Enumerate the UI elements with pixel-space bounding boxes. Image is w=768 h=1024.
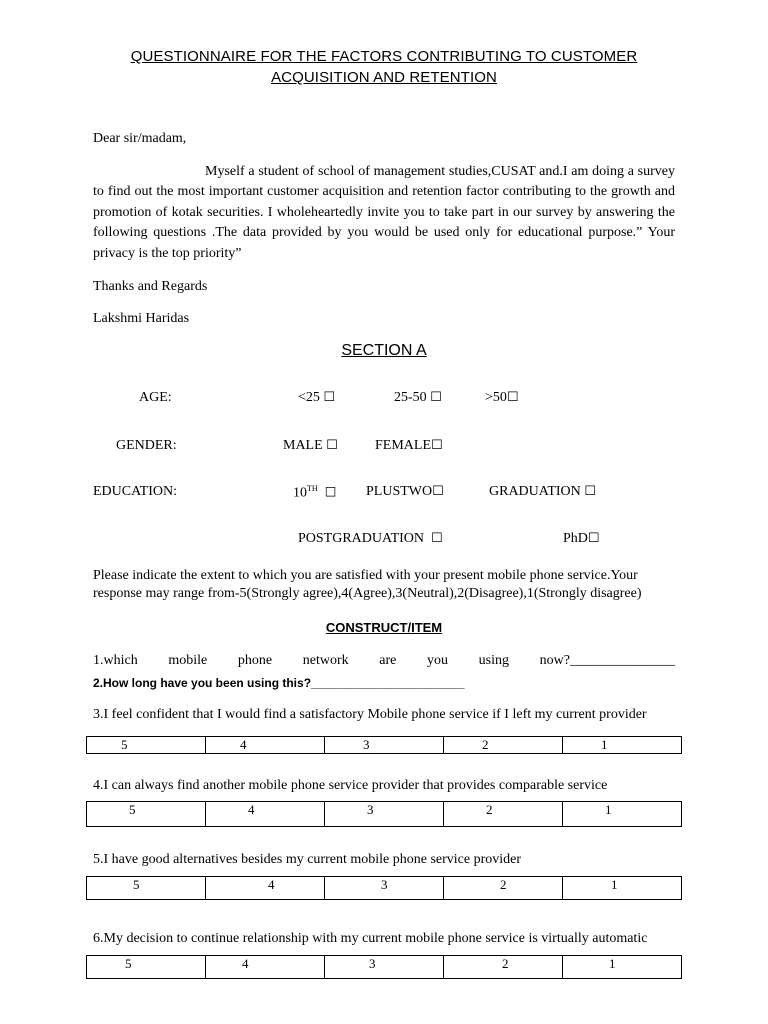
q1-word: using — [478, 653, 509, 668]
rating-cell-2[interactable]: 2 — [444, 802, 563, 827]
gender-option-female[interactable]: FEMALE☐ — [375, 438, 443, 453]
checkbox-icon[interactable]: ☐ — [587, 531, 600, 546]
question-1 — [93, 653, 675, 669]
rating-cell-5[interactable]: 5 — [87, 956, 206, 979]
section-a-title: SECTION A — [341, 342, 427, 359]
rating-cell-5[interactable]: 5 — [87, 802, 206, 827]
checkbox-icon[interactable]: ☐ — [506, 390, 519, 405]
title-line-2: ACQUISITION AND RETENTION — [271, 69, 497, 86]
rating-cell-3[interactable]: 3 — [325, 956, 444, 979]
rating-cell-1[interactable]: 1 — [563, 802, 682, 827]
age-label: AGE: — [139, 390, 172, 405]
q1-word: you — [427, 653, 449, 668]
checkbox-icon[interactable]: ☐ — [431, 438, 443, 453]
age-option-over-50[interactable]: >50☐ — [485, 390, 519, 405]
gender-label: GENDER: — [116, 438, 177, 453]
rating-cell-3[interactable]: 3 — [325, 877, 444, 900]
rating-cell-3[interactable]: 3 — [325, 802, 444, 827]
age-option-under-25[interactable]: <25 ☐ — [298, 390, 336, 405]
rating-cell-1[interactable]: 1 — [563, 956, 682, 979]
q1-word: 1.which — [93, 653, 138, 668]
rating-scale-q3 — [86, 736, 682, 754]
rating-cell-5[interactable]: 5 — [87, 737, 206, 754]
title-line-1: QUESTIONNAIRE FOR THE FACTORS CONTRIBUTING TO CUSTOMER — [130, 48, 638, 65]
checkbox-icon[interactable]: ☐ — [323, 390, 336, 405]
checkbox-icon[interactable]: ☐ — [584, 484, 596, 499]
rating-cell-1[interactable]: 1 — [563, 877, 682, 900]
education-option-plustwo[interactable]: PLUSTWO☐ — [366, 484, 444, 499]
closing: Thanks and Regards — [93, 279, 208, 294]
question-5: 5.I have good alternatives besides my current mobile phone service provider — [93, 852, 522, 867]
instructions: Please indicate the extent to which you are satisfied with your present mobile phone service.Your response may range from-5(Strongly agree),4(Agree),3(Neutral),2(Disagree),1(Strongly disagree) — [93, 568, 642, 601]
document-title — [60, 46, 708, 88]
letter-body-rest: doing a survey to find out the most important customer acquisition and retention factor contributing to the growth and promotion of kotak securities. I wholeheartedly invite you to take part in our survey by answering the following questions .The data provided by you would be used only for educational purpose.” Your privacy is the top priority” — [93, 164, 676, 261]
letter-body — [93, 162, 675, 264]
rating-scale-q6 — [86, 955, 682, 979]
checkbox-icon[interactable]: ☐ — [432, 484, 444, 499]
q1-word: network — [302, 653, 349, 668]
rating-cell-4[interactable]: 4 — [206, 956, 325, 979]
rating-cell-2[interactable]: 2 — [444, 737, 563, 754]
rating-cell-1[interactable]: 1 — [563, 737, 682, 754]
checkbox-icon[interactable]: ☐ — [431, 531, 443, 546]
question-4: 4.I can always find another mobile phone service provider that provides comparable service — [93, 778, 608, 793]
rating-scale-q4 — [86, 801, 682, 827]
rating-cell-5[interactable]: 5 — [87, 877, 206, 900]
construct-heading: CONSTRUCT/ITEM — [325, 620, 443, 635]
education-option-graduation[interactable]: GRADUATION ☐ — [489, 484, 596, 499]
question-3: 3.I feel confident that I would find a satisfactory Mobile phone service if I left my current provider — [93, 707, 647, 722]
q1-word: mobile — [168, 653, 208, 668]
gender-option-male[interactable]: MALE ☐ — [283, 438, 338, 453]
checkbox-icon[interactable]: ☐ — [324, 485, 337, 501]
q1-answer-blank[interactable]: now?_______________ — [539, 653, 675, 668]
rating-scale-q5 — [86, 876, 682, 900]
greeting: Dear sir/madam, — [93, 131, 187, 146]
rating-cell-4[interactable]: 4 — [206, 802, 325, 827]
question-6: 6.My decision to continue relationship with my current mobile phone service is virtually automatic — [93, 931, 648, 946]
checkbox-icon[interactable]: ☐ — [326, 438, 338, 453]
rating-cell-3[interactable]: 3 — [325, 737, 444, 754]
q1-word: are — [379, 653, 397, 668]
education-option-postgraduation[interactable]: POSTGRADUATION ☐ — [298, 531, 443, 546]
signature: Lakshmi Haridas — [93, 311, 190, 326]
rating-cell-4[interactable]: 4 — [206, 737, 325, 754]
education-option-phd[interactable]: PhD☐ — [563, 531, 600, 546]
rating-cell-4[interactable]: 4 — [206, 877, 325, 900]
education-label: EDUCATION: — [93, 484, 177, 499]
age-option-25-50[interactable]: 25-50 ☐ — [394, 390, 442, 405]
rating-cell-2[interactable]: 2 — [444, 956, 563, 979]
education-option-10th[interactable]: 10TH ☐ — [293, 484, 337, 501]
rating-cell-2[interactable]: 2 — [444, 877, 563, 900]
checkbox-icon[interactable]: ☐ — [430, 390, 442, 405]
question-2[interactable]: 2.How long have you been using this?_______________________ — [93, 676, 465, 690]
letter-body-first: Myself a student of school of management studies,CUSAT and.I am — [205, 164, 589, 179]
q1-word: phone — [237, 653, 273, 668]
